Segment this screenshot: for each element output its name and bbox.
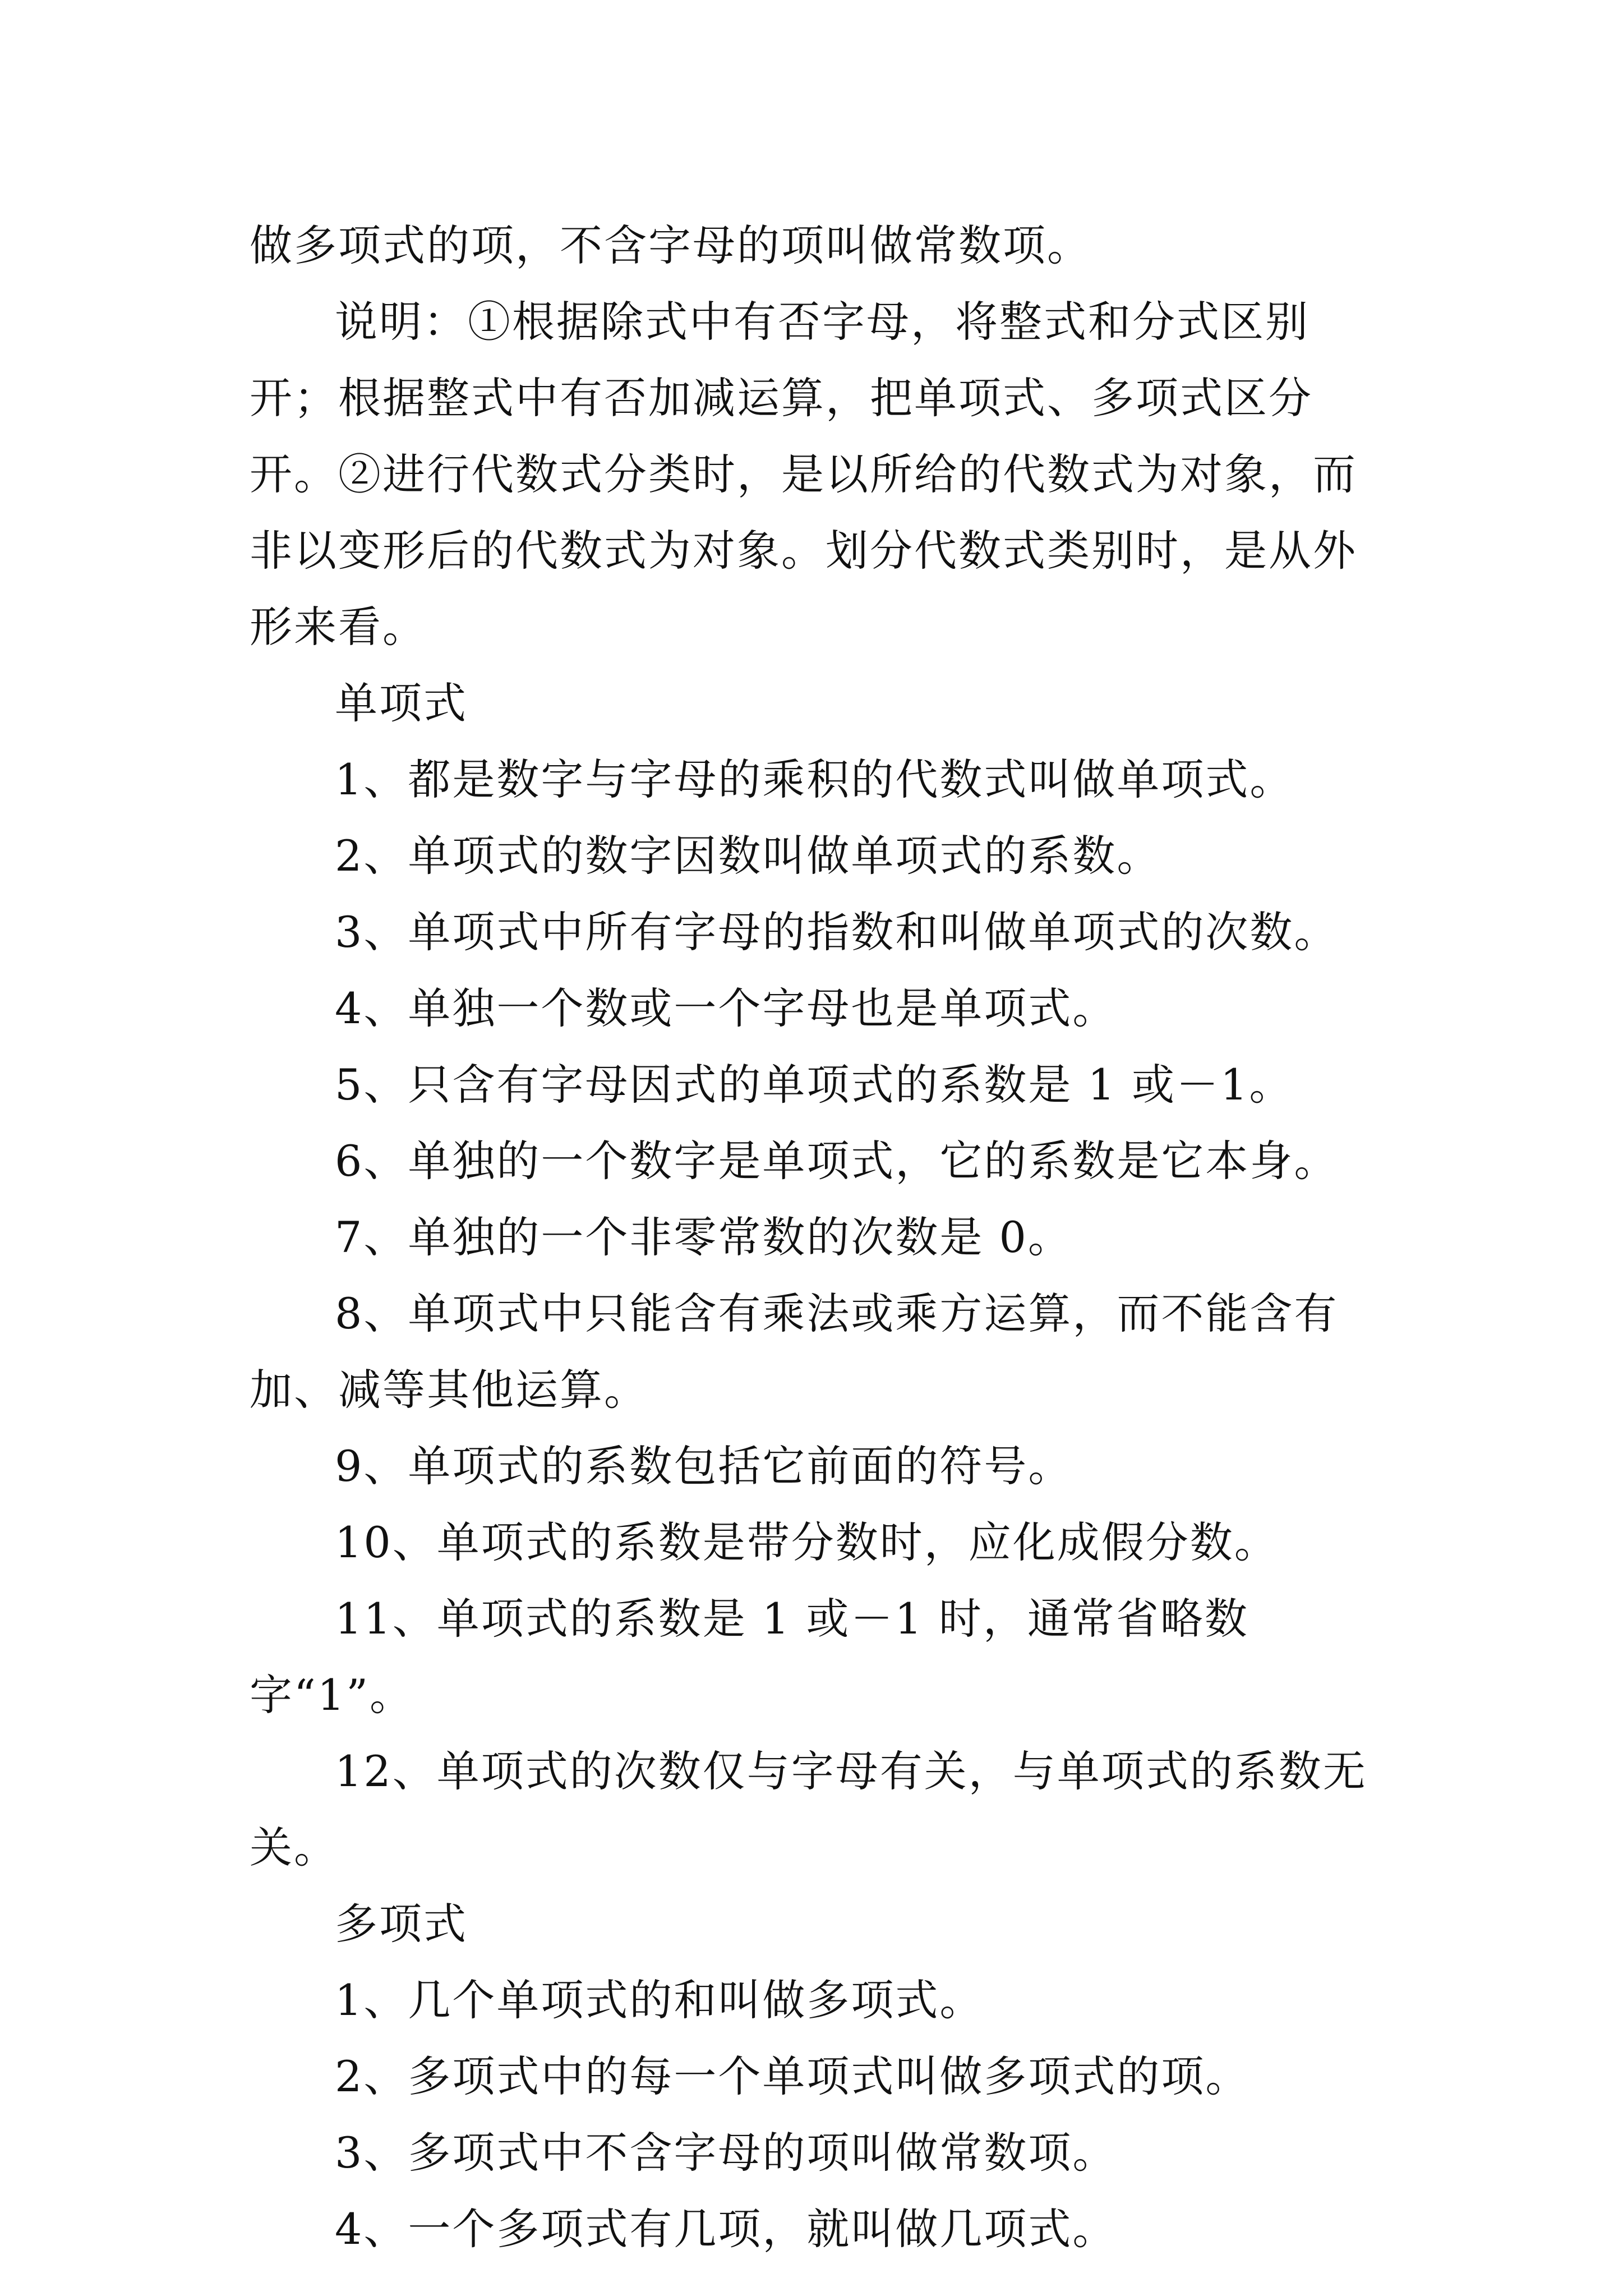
monomial-item-2: 2、单项式的数字因数叫做单项式的系数。	[335, 831, 1161, 881]
polynomial-item-1: 1、几个单项式的和叫做多项式。	[335, 1975, 984, 2025]
monomial-item-7: 7、单独的一个非零常数的次数是 0。	[335, 1212, 1072, 1262]
monomial-item-1: 1、都是数字与字母的乘积的代数式叫做单项式。	[335, 754, 1294, 804]
polynomial-item-4: 4、一个多项式有几项，就叫做几项式。	[335, 2204, 1117, 2254]
monomial-item-9: 9、单项式的系数包括它前面的符号。	[335, 1441, 1073, 1491]
explanation-paragraph: 说明：①根据除式中有否字母，将整式和分式区别开；根据整式中有否加减运算，把单项式、多项式区分开。②进行代数式分类时，是以所给的代数式为对象，而非以变形后的代数式为对象。划分代数式类别时，是从外形来看。	[250, 297, 1357, 652]
monomial-item-11: 11、单项式的系数是 1 或－1 时，通常省略数字“1”。	[250, 1594, 1249, 1720]
document-body	[250, 208, 1382, 2267]
polynomial-item-2: 2、多项式中的每一个单项式叫做多项式的项。	[335, 2051, 1250, 2101]
polynomial-heading: 多项式	[335, 1899, 468, 1949]
intro-continuation: 做多项式的项，不含字母的项叫做常数项。	[250, 220, 1091, 270]
polynomial-item-3: 3、多项式中不含字母的项叫做常数项。	[335, 2128, 1117, 2178]
monomial-heading: 单项式	[335, 678, 468, 728]
monomial-item-5: 5、只含有字母因式的单项式的系数是 1 或－1。	[335, 1060, 1294, 1110]
monomial-item-12: 12、单项式的次数仅与字母有关，与单项式的系数无关。	[250, 1746, 1367, 1872]
monomial-item-4: 4、单独一个数或一个字母也是单项式。	[335, 983, 1117, 1033]
monomial-item-10: 10、单项式的系数是带分数时，应化成假分数。	[335, 1517, 1279, 1567]
monomial-item-6: 6、单独的一个数字是单项式，它的系数是它本身。	[335, 1136, 1339, 1186]
monomial-item-3: 3、单项式中所有字母的指数和叫做单项式的次数。	[335, 907, 1339, 957]
monomial-item-8: 8、单项式中只能含有乘法或乘方运算，而不能含有加、减等其他运算。	[250, 1289, 1339, 1415]
